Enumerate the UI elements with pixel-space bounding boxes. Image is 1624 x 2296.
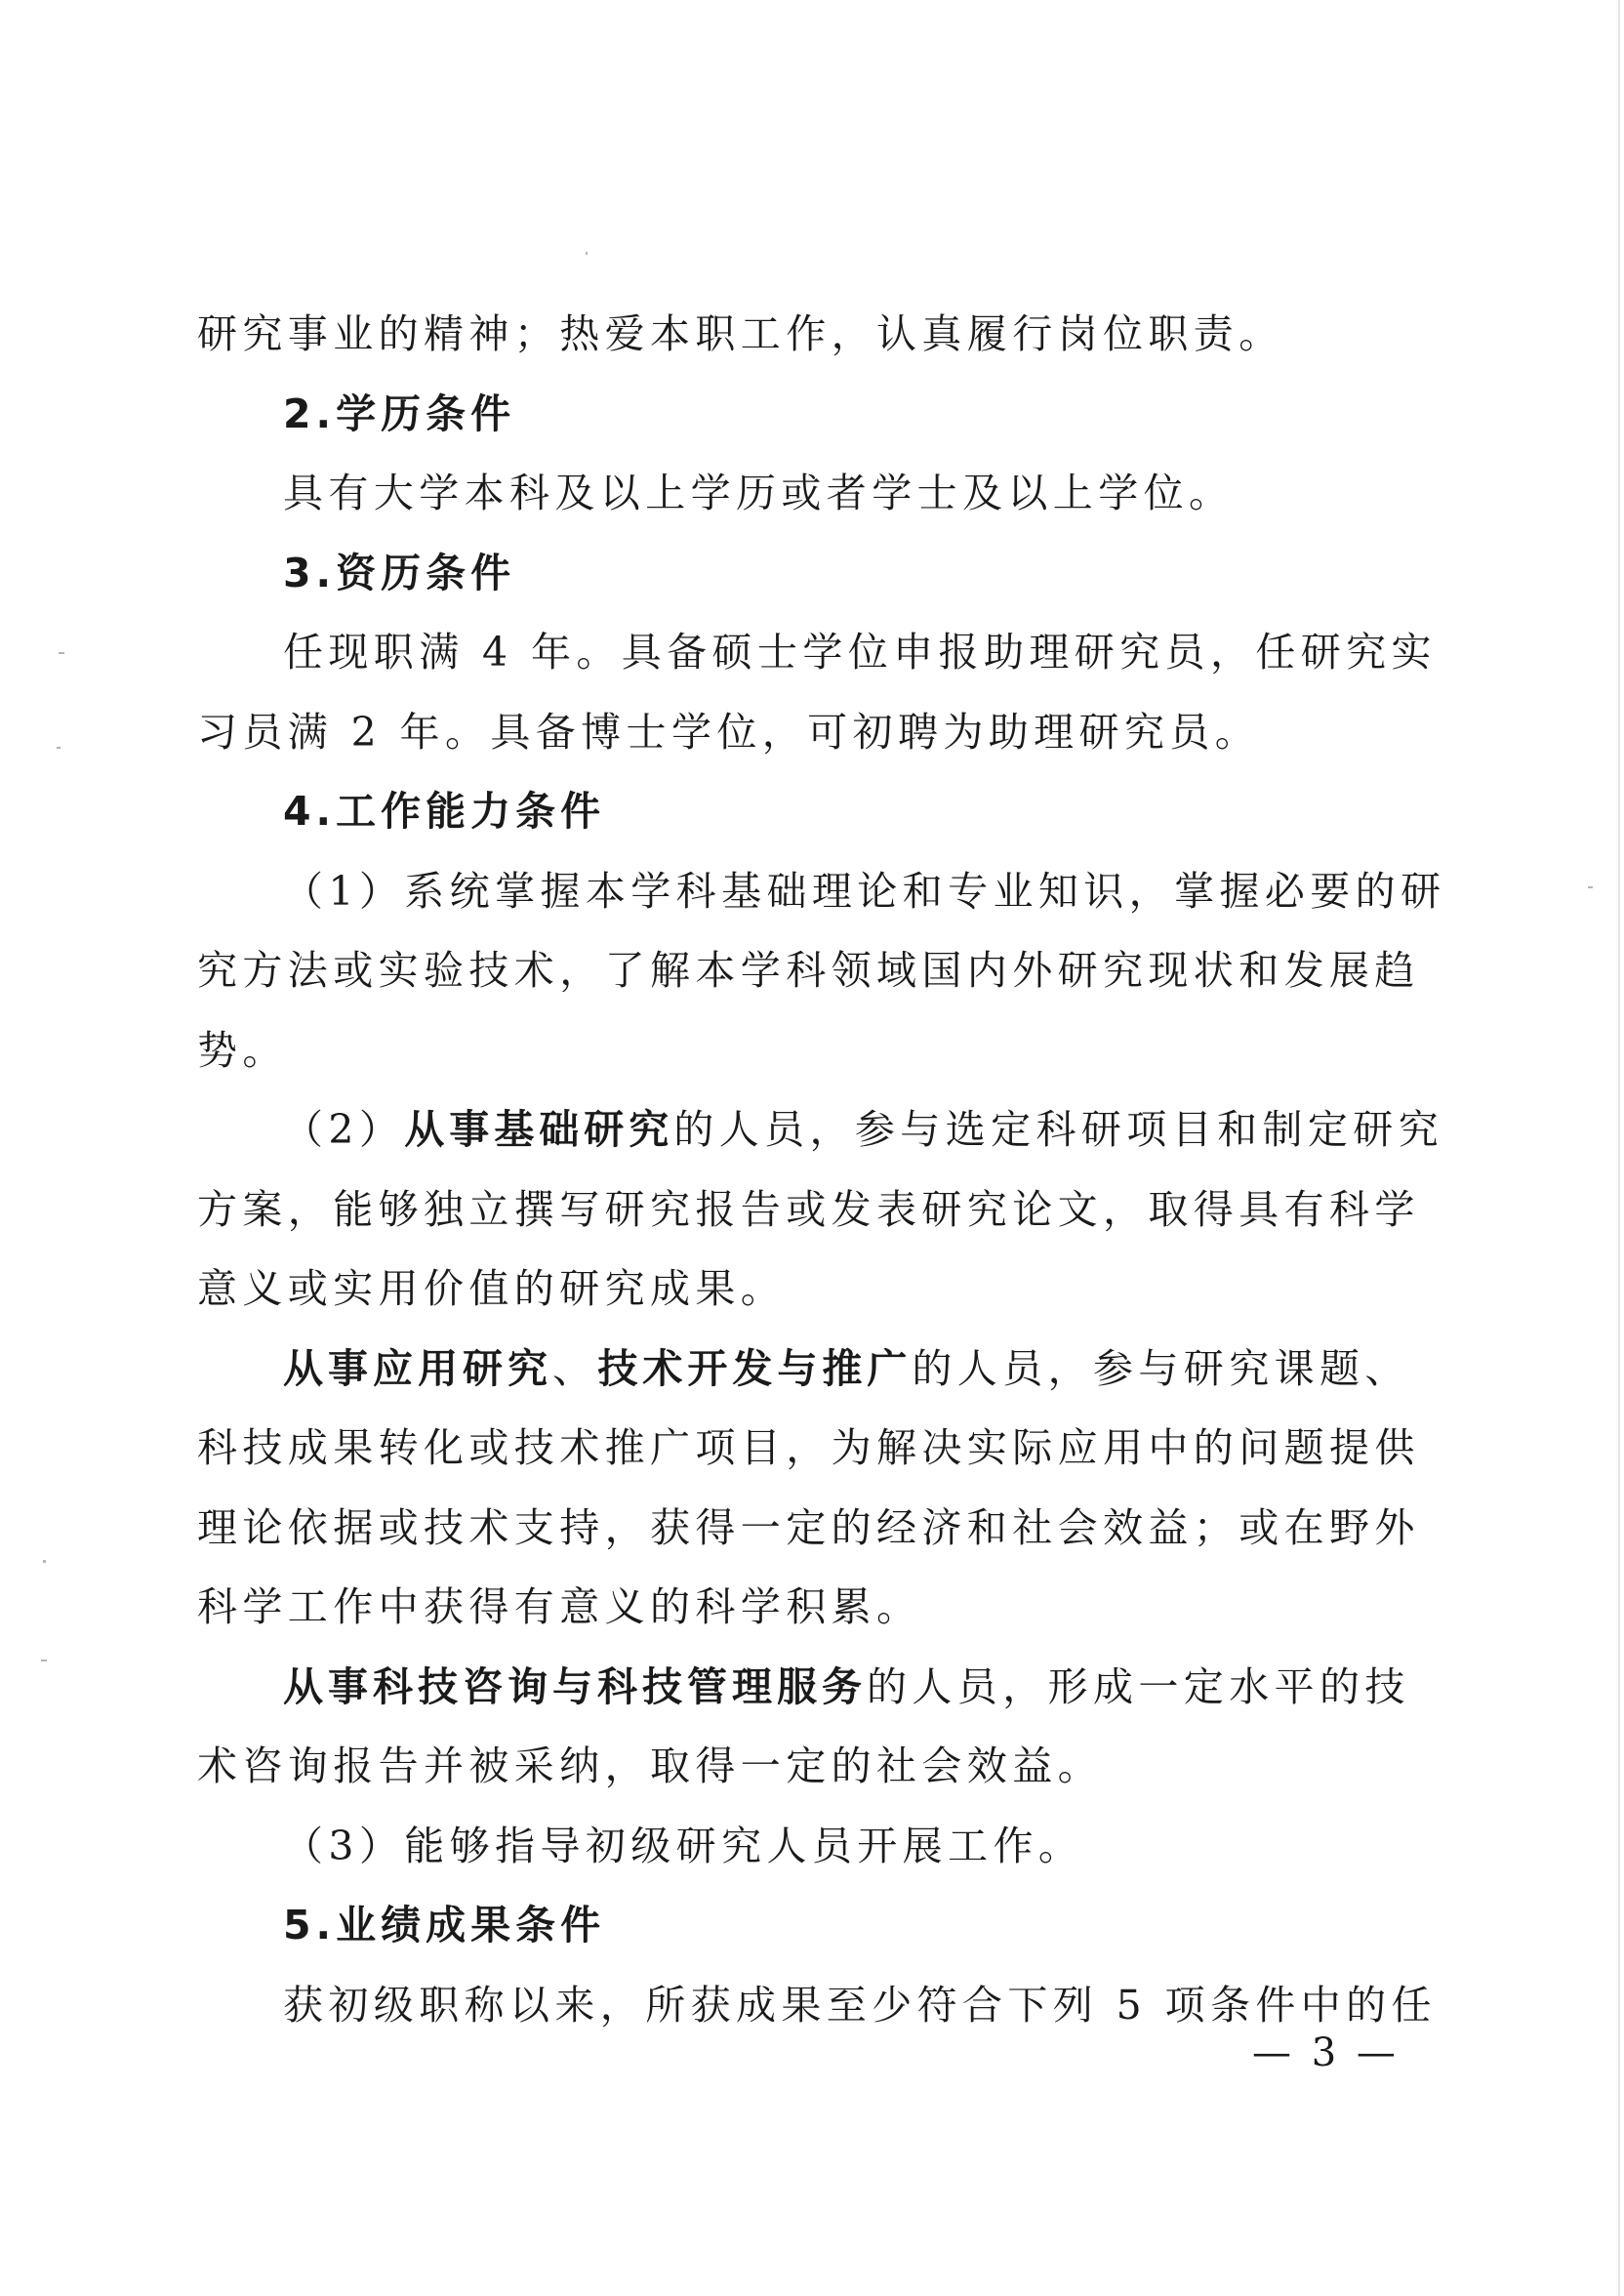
bold-phrase: 从事基础研究 <box>404 1106 674 1153</box>
line-text: 的人员，形成一定水平的技 <box>867 1662 1410 1710</box>
section-heading: 3.资历条件 <box>283 549 516 596</box>
scan-speck <box>57 747 61 749</box>
paragraph-line: 究方法或实验技术，了解本学科领域国内外研究现状和发展趋 <box>197 947 1420 994</box>
list-marker: （2） <box>283 1106 405 1153</box>
paragraph-line: 研究事业的精神；热爱本职工作，认真履行岗位职责。 <box>197 310 1284 357</box>
bold-phrase: 从事科技咨询与科技管理服务 <box>283 1662 867 1710</box>
paragraph-line: 方案，能够独立撰写研究报告或发表研究论文，取得具有科学 <box>197 1185 1420 1233</box>
paragraph-line: 习员满 2 年。具备博士学位，可初聘为助理研究员。 <box>197 708 1261 756</box>
line-text: 的人员，参与研究课题、 <box>912 1344 1410 1392</box>
paragraph-line: 理论依据或技术支持，获得一定的经济和社会效益；或在野外 <box>197 1503 1420 1551</box>
page-edge-line <box>1618 0 1620 2296</box>
paragraph-line: 术咨询报告并被采纳，取得一定的社会效益。 <box>197 1742 1103 1789</box>
page-number: — 3 — <box>1252 2030 1400 2075</box>
paragraph-line: 具有大学本科及以上学历或者学士及以上学位。 <box>283 470 1235 516</box>
scan-speck <box>41 1660 47 1661</box>
scan-speck <box>586 252 588 255</box>
bold-phrase: 从事应用研究 <box>283 1344 552 1392</box>
paragraph-line: 势。 <box>197 1026 288 1074</box>
paragraph-line: 获初级职称以来，所获成果至少符合下列 5 项条件中的任 <box>283 1981 1437 2029</box>
paragraph-line <box>197 1648 1410 1728</box>
paragraph-line <box>197 1090 1444 1170</box>
bold-phrase: 技术开发与推广 <box>597 1344 913 1392</box>
section-heading: 4.工作能力条件 <box>283 788 606 835</box>
line-text: 、 <box>552 1344 598 1392</box>
scan-speck <box>1588 886 1593 888</box>
paragraph-line: 科学工作中获得有意义的科学积累。 <box>197 1583 922 1630</box>
scan-speck <box>43 1560 46 1563</box>
section-heading: 5.业绩成果条件 <box>283 1902 606 1948</box>
paragraph-line: 科技成果转化或技术推广项目，为解决实际应用中的问题提供 <box>197 1424 1420 1471</box>
paragraph-line: （1）系统掌握本学科基础理论和专业知识，掌握必要的研 <box>283 867 1446 915</box>
body-text <box>197 295 1446 2045</box>
scan-speck <box>59 652 64 654</box>
paragraph-line: 任现职满 4 年。具备硕士学位申报助理研究员，任研究实 <box>283 629 1437 676</box>
line-text: 的人员，参与选定科研项目和制定研究 <box>673 1106 1444 1153</box>
paragraph-line <box>197 1330 1410 1410</box>
paragraph-line: （3）能够指导初级研究人员开展工作。 <box>283 1822 1084 1869</box>
paragraph-line: 意义或实用价值的研究成果。 <box>197 1265 787 1312</box>
section-heading: 2.学历条件 <box>283 390 516 437</box>
